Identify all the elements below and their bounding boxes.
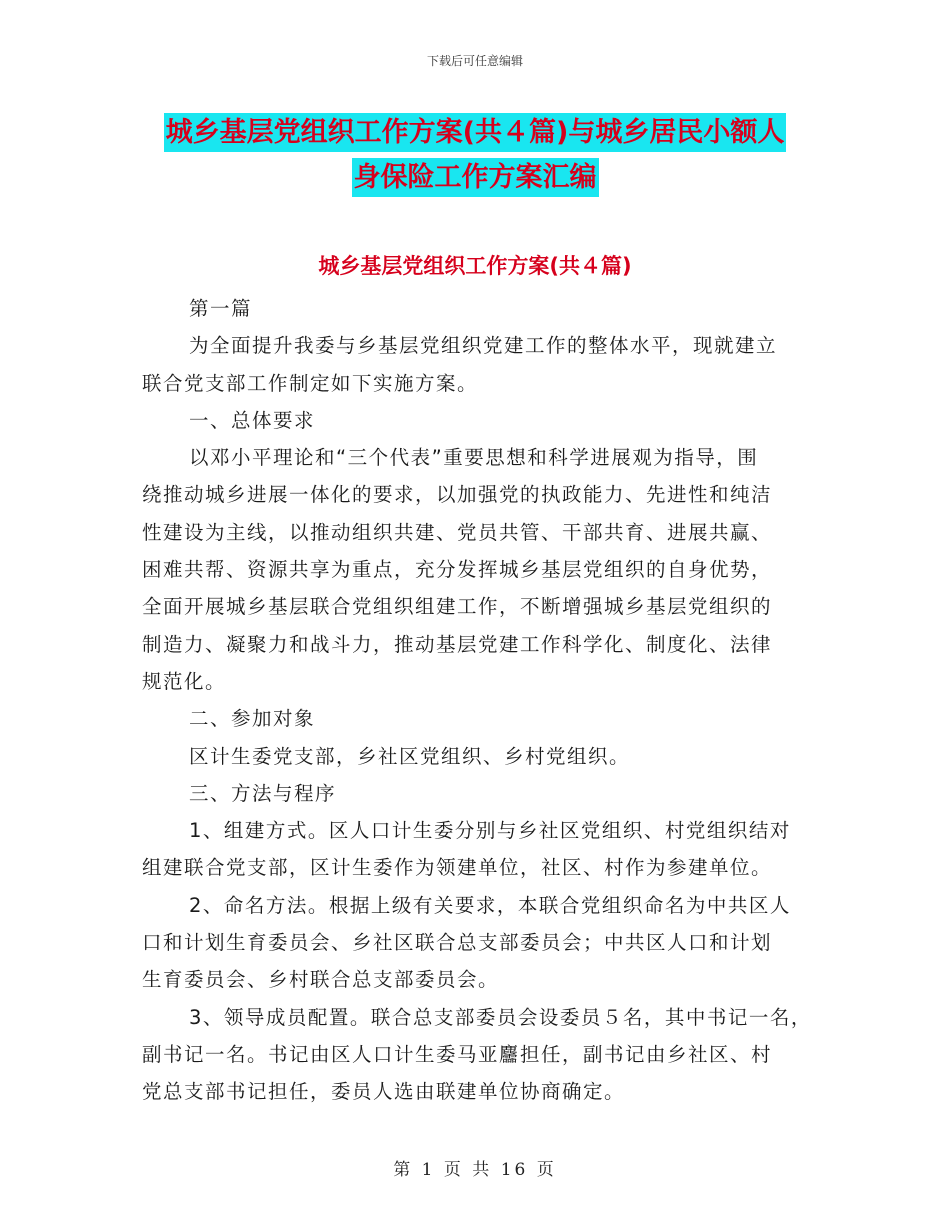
document-body: [142, 290, 812, 1111]
paragraph-line: 3、领导成员配置。联合总支部委员会设委员５名，其中书记一名，: [189, 1005, 812, 1029]
paragraph-line: 口和计划生育委员会、乡社区联合总支部委员会；中共区人口和计划: [142, 931, 773, 955]
paragraph-line: 全面开展城乡基层联合党组织组建工作，不断增强城乡基层党组织的: [142, 595, 773, 619]
section-title: 城乡基层党组织工作方案(共４篇): [318, 254, 632, 278]
title-highlight-2: 身保险工作方案汇编: [352, 158, 599, 197]
document-title-line-1: [0, 110, 950, 149]
paragraph-line: 制造力、凝聚力和战斗力，推动基层党建工作科学化、制度化、法律: [142, 632, 773, 656]
paragraph-line: 困难共帮、资源共享为重点，充分发挥城乡基层党组织的自身优势，: [142, 558, 773, 582]
paragraph-line: 以邓小平理论和“三个代表”重要思想和科学进展观为指导，围: [189, 446, 759, 470]
paragraph-line: 二、参加对象: [189, 707, 316, 731]
paragraph-line: 一、总体要求: [189, 408, 316, 432]
paragraph-line: 规范化。: [142, 669, 227, 693]
paragraph-line: 党总支部书记担任，委员人选由联建单位协商确定。: [142, 1080, 626, 1104]
paragraph-line: 2、命名方法。根据上级有关要求，本联合党组织命名为中共区人: [189, 893, 791, 917]
document-title-line-2: [0, 155, 950, 194]
paragraph-line: 联合党支部工作制定如下实施方案。: [142, 371, 479, 395]
paragraph-line: 副书记一名。书记由区人口计生委马亚麢担任，副书记由乡社区、村: [142, 1042, 773, 1066]
paragraph-line: 第一篇: [189, 297, 253, 320]
paragraph-line: 生育委员会、乡村联合总支部委员会。: [142, 968, 500, 992]
paragraph-line: 三、方法与程序: [189, 781, 337, 805]
title-highlight-1: 城乡基层党组织工作方案(共４篇)与城乡居民小额人: [164, 113, 787, 152]
paragraph-line: 区计生委党支部，乡社区党组织、乡村党组织。: [189, 744, 631, 768]
paragraph-line: 组建联合党支部，区计生委作为领建单位，社区、村作为参建单位。: [142, 856, 773, 880]
paragraph-line: 为全面提升我委与乡基层党组织党建工作的整体水平，现就建立: [189, 334, 778, 358]
page-number-footer: 第 1 页 共 16 页: [393, 1160, 557, 1180]
header-note: 下载后可任意编辑: [426, 54, 523, 68]
paragraph-line: 绕推动城乡进展一体化的要求，以加强党的执政能力、先进性和纯洁: [142, 483, 773, 507]
paragraph-line: 1、组建方式。区人口计生委分别与乡社区党组织、村党组织结对: [189, 819, 791, 843]
paragraph-line: 性建设为主线，以推动组织共建、党员共管、干部共育、进展共赢、: [142, 520, 773, 544]
